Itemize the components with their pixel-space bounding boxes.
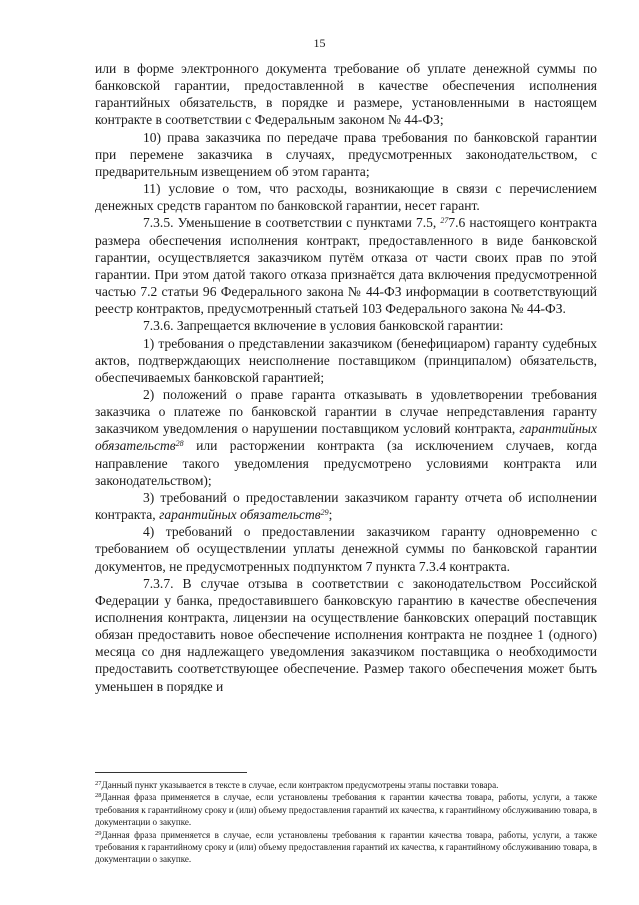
paragraph-7-3-5 xyxy=(95,214,597,317)
footnotes xyxy=(95,779,597,866)
paragraph-prohibition-3 xyxy=(95,489,597,523)
paragraph-prohibition-2-start: 2) положений о праве гаранта отказывать в удовлетворении требования заказчика о платеже по банковской гарантии в случае непредставления гаранту заказчиком уведомления о нарушении поставщиком условий контракта, xyxy=(95,386,597,437)
footnote xyxy=(95,779,597,791)
italic-phrase: гарантийных обязательств xyxy=(95,421,597,454)
footnote-ref-27: 27 xyxy=(440,216,449,226)
footnote-text: Данная фраза применяется в случае, если установлены требования к гарантии качества товара, работы, услуги, а также требования к гарантийному сроку и (или) объему предоставления гарантий их качества, к гарантийному обслуживанию товара, в документации о закупке. xyxy=(95,792,597,828)
page-number: 15 xyxy=(313,36,326,50)
paragraph-prohibition-4: 4) требований о предоставлении заказчиком гаранту одновременно с требованием об осуществлении уплаты денежной суммы по банковской гарантии документов, не предусмотренных подпунктом 7 пункта 7.3.4 контракта. xyxy=(95,524,597,574)
italic-phrase: гарантийных обязательств xyxy=(159,507,321,523)
paragraph-prohibition-3-end: ; xyxy=(328,507,333,523)
footnote-number: 29 xyxy=(95,829,102,837)
paragraph-7-3-7: 7.3.7. В случае отзыва в соответствии с законодательством Российской Федерации у банка, предоставившего банковскую гарантию в качестве обеспечения исполнения контракта, лицензии на осуществление банковских операций поставщик обязан предоставить новое обеспечение исполнения контракта не позднее 1 (одного) месяца со дня надлежащего уведомления заказчиком поставщика о необходимости предоставить соответствующее обеспечение. Размер такого обеспечения может быть уменьшен в порядке и xyxy=(95,575,597,694)
paragraph-prohibition-2 xyxy=(95,386,597,489)
paragraph-7-3-5-start: 7.3.5. Уменьшение в соответствии с пунктами 7.5, xyxy=(143,215,441,231)
footnote-number: 28 xyxy=(95,792,102,800)
footnote-ref-29: 29 xyxy=(320,508,329,518)
paragraph-continuation: или в форме электронного документа требование об уплате денежной суммы по банковской гарантии, предоставленной в качестве обеспечения исполнения гарантийных обязательств, в порядке и размере, установленными в настоящем контракте в соответствии с Федеральным законом № 44-ФЗ; xyxy=(95,61,597,128)
footnote xyxy=(95,829,597,866)
paragraph-prohibition-2-end: или расторжении контракта (за исключением случаев, когда направление такого уведомления предусмотрено условиями контракта или законодательством); xyxy=(95,438,597,488)
document-body xyxy=(95,60,597,695)
footnote-text: Данная фраза применяется в случае, если установлены требования к гарантии качества товара, работы, услуги, а также требования к гарантийному сроку и (или) объему предоставления гарантий их качества, к гарантийному обслуживанию товара, в документации о закупке. xyxy=(95,829,597,865)
paragraph-prohibition-1: 1) требования о представлении заказчиком (бенефициаром) гаранту судебных актов, подтверждающих неисполнение поставщиком (принципалом) обязательств, обеспечиваемых банковской гарантией; xyxy=(95,335,597,385)
paragraph-item-11: 11) условие о том, что расходы, возникающие в связи с перечислением денежных средств гарантом по банковской гарантии, несет гарант. xyxy=(95,181,597,214)
footnote-separator xyxy=(95,772,247,773)
paragraph-prohibition-3-start: 3) требований о предоставлении заказчиком гаранту отчета об исполнении контракта, xyxy=(95,489,597,523)
footnote-ref-28: 28 xyxy=(175,439,184,449)
paragraph-7-3-5-end: 7.6 настоящего контракта размера обеспечения исполнения контракт, предоставленного в виде банковской гарантии, осуществляется заказчиком путём отказа от части своих прав по этой гарантии. При этом датой такого отказа признаётся дата включения предусмотренной частью 7.2 статьи 96 Федерального закона № 44-ФЗ информации в соответствующий реестр контрактов, предусмотренный статьей 103 Федерального закона № 44-ФЗ. xyxy=(95,215,597,317)
footnote xyxy=(95,791,597,828)
footnote-number: 27 xyxy=(95,780,102,787)
paragraph-7-3-6: 7.3.6. Запрещается включение в условия банковской гарантии: xyxy=(143,318,504,334)
footnote-text: Данный пункт указывается в тексте в случае, если контрактом предусмотрены этапы поставки товара. xyxy=(101,780,499,790)
paragraph-item-10: 10) права заказчика по передаче права требования по банковской гарантии при перемене заказчика в случаях, предусмотренных законодательством, с предварительным извещением об этом гаранта; xyxy=(95,129,597,179)
